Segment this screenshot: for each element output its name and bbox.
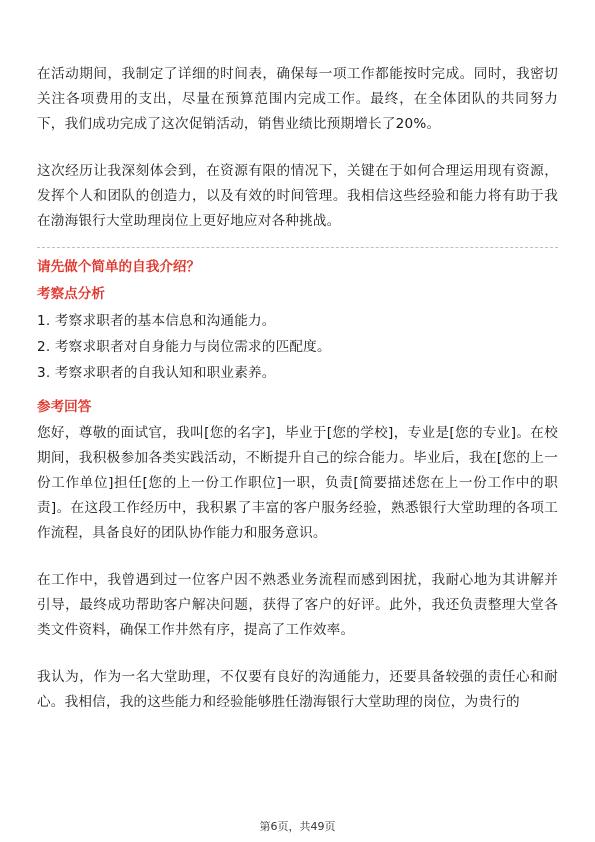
paragraph-spacer <box>37 137 558 159</box>
body-paragraph: 这次经历让我深刻体会到，在资源有限的情况下，关键在于如何合理运用现有资源，发挥个人和团队的创造力，以及有效的时间管理。我相信这些经验和能力将有助于我在渤海银行大堂助理岗位上更好地应对各种挑战。 <box>37 163 558 229</box>
analysis-item: 3. 考察求职者的自我认知和职业素养。 <box>37 365 276 381</box>
page-number: 第6页，共49页 <box>259 820 336 833</box>
paragraph-spacer <box>37 643 558 665</box>
body-paragraph: 在活动期间，我制定了详细的时间表，确保每一项工作都能按时完成。同时，我密切关注各项费用的支出，尽量在预算范围内完成工作。最终，在全体团队的共同努力下，我们成功完成了这次促销活动，销售业绩比预期增长了20%。 <box>37 66 558 132</box>
analysis-heading: 考察点分析 <box>37 286 105 302</box>
page-footer <box>0 818 595 834</box>
answer-paragraph: 您好，尊敬的面试官，我叫[您的名字]，毕业于[您的学校]，专业是[您的专业]。在校期间，我积极参加各类实践活动，不断提升自己的综合能力。毕业后，我在[您的上一份工作单位]担任[您的上一份工作职位]一职，负责[简要描述您在上一份工作中的职责]。在这段工作经历中，我积累了丰富的客户服务经验，熟悉银行大堂助理的各项工作流程，具备良好的团队协作能力和服务意识。 <box>37 425 558 541</box>
analysis-item: 2. 考察求职者对自身能力与岗位需求的匹配度。 <box>37 339 331 355</box>
analysis-list <box>37 308 558 386</box>
section-divider <box>37 247 558 248</box>
paragraph-spacer <box>37 546 558 568</box>
answer-heading: 参考回答 <box>37 399 92 415</box>
answer-paragraph: 我认为，作为一名大堂助理，不仅要有良好的沟通能力，还要具备较强的责任心和耐心。我相信，我的这些能力和经验能够胜任渤海银行大堂助理的岗位，为贵行的 <box>37 669 558 710</box>
analysis-item: 1. 考察求职者的基本信息和沟通能力。 <box>37 313 276 329</box>
page-content <box>37 62 558 715</box>
question-title: 请先做个简单的自我介绍？ <box>37 259 201 275</box>
answer-paragraph: 在工作中，我曾遇到过一位客户因不熟悉业务流程而感到困扰，我耐心地为其讲解并引导，最终成功帮助客户解决问题，获得了客户的好评。此外，我还负责整理大堂各类文件资料，确保工作井然有序，提高了工作效率。 <box>37 572 558 638</box>
